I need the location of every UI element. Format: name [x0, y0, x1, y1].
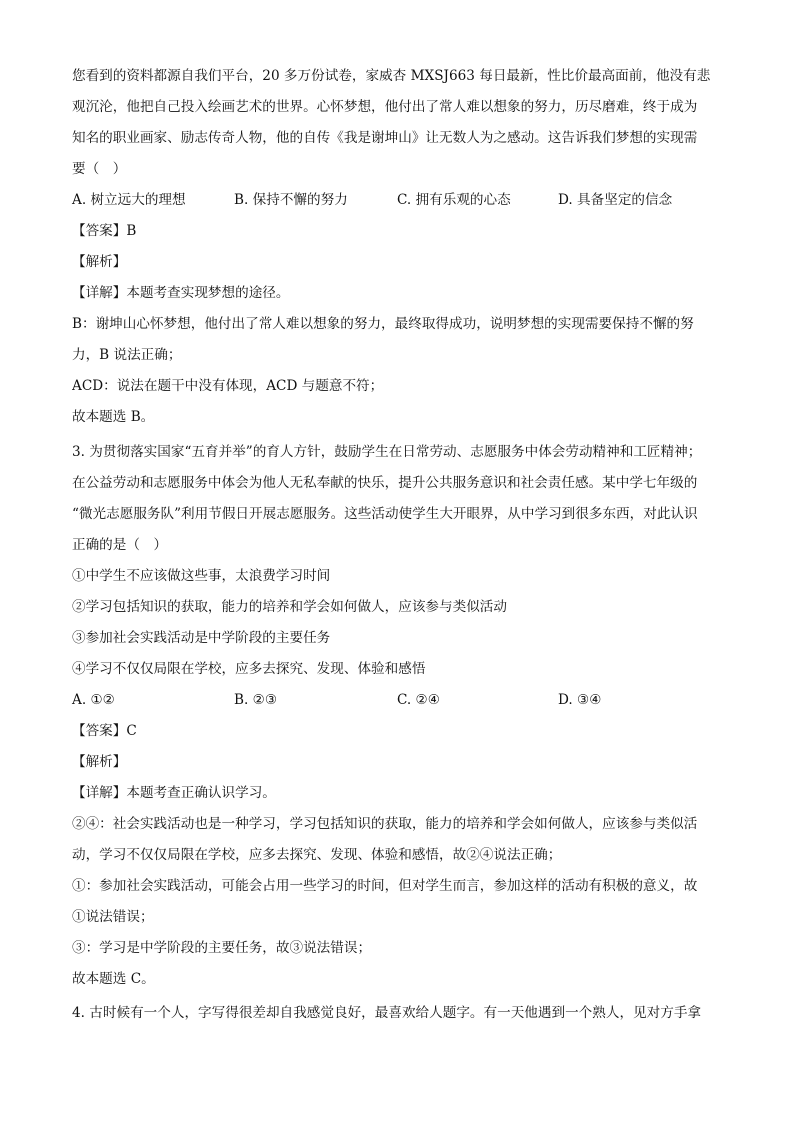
q2-option-a: A. 树立远大的理想	[72, 192, 186, 208]
q3-detail-line-6: ③：学习是中学阶段的主要任务，故③说法错误；	[72, 940, 372, 956]
q2-stem-line-4: 要（ ）	[72, 161, 127, 177]
q3-statement-2: ②学习包括知识的获取，能力的培养和学会如何做人，应该参与类似活动	[72, 599, 507, 615]
q2-answer: 【答案】B	[72, 223, 137, 239]
q3-option-a: A. ①②	[72, 692, 115, 708]
q3-stem-line-1: 3. 为贯彻落实国家“五育并举”的育人方针，鼓励学生在日常劳动、志愿服务中体会劳动精神和工匠精神；	[72, 444, 702, 460]
q3-option-d: D. ③④	[558, 692, 602, 708]
q3-option-b: B. ②③	[234, 692, 278, 708]
q2-detail-line-2: B：谢坤山心怀梦想，他付出了常人难以想象的努力，最终取得成功，说明梦想的实现需要保持不懈的努	[72, 316, 694, 332]
q3-analysis-heading: 【解析】	[72, 754, 127, 770]
q2-stem-line-3: 知名的职业画家、励志传奇人物，他的自传《我是谢坤山》让无数人为之感动。这告诉我们梦想的实现需	[72, 130, 698, 146]
q2-stem-line-2: 观沉沦，他把自己投入绘画艺术的世界。心怀梦想，他付出了常人难以想象的努力，历尽磨难，终于成为	[72, 99, 698, 115]
q2-option-b: B. 保持不懈的努力	[234, 192, 348, 208]
q2-options	[72, 190, 724, 210]
q3-detail-line-4: ①：参加社会实践活动，可能会占用一些学习的时间，但对学生而言，参加这样的活动有积极的意义，故	[72, 878, 698, 894]
q3-stem-line-3: “微光志愿服务队”利用节假日开展志愿服务。这些活动使学生大开眼界，从中学习到很多东西，对此认识	[72, 506, 698, 522]
q3-stem-line-4: 正确的是（ ）	[72, 537, 168, 553]
q2-detail-line-5: 故本题选 B。	[72, 409, 155, 425]
q2-detail-line-3: 力，B 说法正确；	[72, 347, 182, 363]
q3-detail-line-7: 故本题选 C。	[72, 971, 155, 987]
q4-stem-line-1: 4. 古时候有一个人，字写得很差却自我感觉良好，最喜欢给人题字。有一天他遇到一个熟人，见对方手拿	[72, 1005, 702, 1021]
q3-detail-line-1: 【详解】本题考查正确认识学习。	[72, 785, 276, 801]
q2-analysis-heading: 【解析】	[72, 254, 127, 270]
q3-detail-line-3: 动，学习不仅仅局限在学校，应多去探究、发现、体验和感悟，故②④说法正确；	[72, 847, 562, 863]
q2-option-c: C. 拥有乐观的心态	[397, 192, 511, 208]
q3-option-c: C. ②④	[397, 692, 440, 708]
q3-options	[72, 690, 724, 710]
q3-statement-1: ①中学生不应该做这些事，太浪费学习时间	[72, 568, 331, 584]
q2-detail-line-1: 【详解】本题考查实现梦想的途径。	[72, 285, 290, 301]
q3-statement-3: ③参加社会实践活动是中学阶段的主要任务	[72, 630, 331, 646]
q2-stem-line-1: 您看到的资料都源自我们平台，20 多万份试卷，家威杏 MXSJ663 每日最新，性比价最高面前，他没有悲	[72, 68, 711, 84]
q3-stem-line-2: 在公益劳动和志愿服务中体会为他人无私奉献的快乐，提升公共服务意识和社会责任感。某中学七年级的	[72, 475, 698, 491]
q3-statement-4: ④学习不仅仅局限在学校，应多去探究、发现、体验和感悟	[72, 661, 426, 677]
q3-detail-line-5: ①说法错误；	[72, 909, 154, 925]
q2-option-d: D. 具备坚定的信念	[558, 192, 673, 208]
q2-detail-line-4: ACD：说法在题干中没有体现，ACD 与题意不符；	[72, 378, 384, 394]
q3-detail-line-2: ②④：社会实践活动也是一种学习，学习包括知识的获取，能力的培养和学会如何做人，应该参与类似活	[72, 816, 698, 832]
q3-answer: 【答案】C	[72, 723, 137, 739]
